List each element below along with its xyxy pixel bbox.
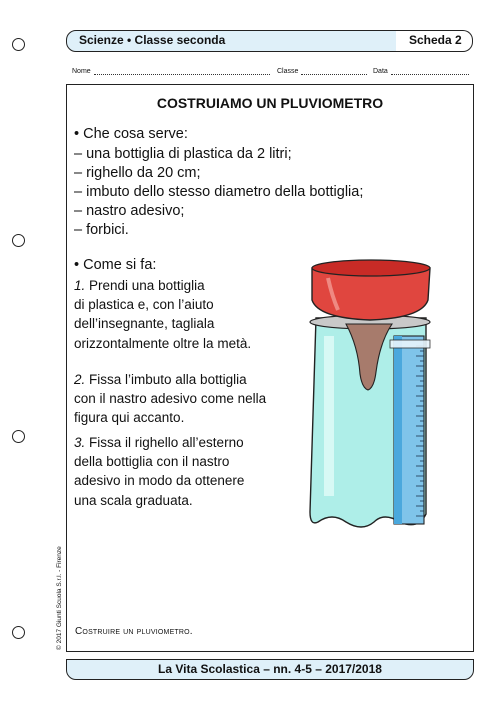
step-1-line: di plastica e, con l’aiuto [74, 297, 214, 313]
step-3 [74, 433, 244, 510]
materials-item: – una bottiglia di plastica da 2 litri; [74, 146, 292, 162]
form-classe [277, 66, 367, 75]
bottle-highlight [324, 336, 334, 496]
step-1-line: orizzontalmente oltre la metà. [74, 335, 252, 351]
form-nome [72, 66, 270, 75]
step-1-line: Prendi una bottiglia [85, 278, 205, 293]
step-1 [74, 276, 251, 353]
materials-item: – nastro adesivo; [74, 203, 185, 219]
funnel-top [312, 260, 430, 276]
form-data-label: Data [373, 68, 388, 75]
step-2-line: figura qui accanto. [74, 410, 185, 426]
step-2 [74, 370, 266, 428]
step-3-line: una scala graduata. [74, 492, 193, 508]
ruler-edge [394, 336, 402, 524]
adhesive-tape [390, 340, 430, 348]
step-1-number: 1. [74, 278, 86, 293]
header-bar [66, 30, 398, 52]
form-classe-label: Classe [277, 68, 299, 75]
step-3-line: adesivo in modo da ottenere [74, 473, 245, 489]
scheda-label: Scheda 2 [409, 33, 462, 47]
footer-text: La Vita Scolastica – nn. 4-5 – 2017/2018 [158, 662, 382, 676]
materials-item: – righello da 20 cm; [74, 165, 201, 181]
binder-hole [12, 234, 25, 247]
scheda-label-box [396, 30, 473, 52]
materials-item: – imbuto dello stesso diametro della bottiglia; [74, 184, 364, 200]
binder-hole [12, 430, 25, 443]
step-2-number: 2. [74, 372, 86, 387]
step-3-line: Fissa il righello all’esterno [85, 435, 244, 450]
form-data [373, 66, 469, 75]
form-nome-field[interactable] [94, 66, 270, 75]
illustration-caption: Costruire un pluviometro. [75, 626, 193, 637]
steps-heading: • Come si fa: [74, 257, 157, 273]
step-3-line: della bottiglia con il nastro [74, 454, 230, 470]
header-title: Scienze • Classe seconda [79, 33, 226, 47]
form-nome-label: Nome [72, 68, 91, 75]
form-data-field[interactable] [391, 66, 469, 75]
binder-hole [12, 38, 25, 51]
step-3-number: 3. [74, 435, 86, 450]
footer-bar [66, 659, 474, 680]
binder-hole [12, 626, 25, 639]
step-1-line: dell’insegnante, tagliala [74, 316, 215, 332]
materials-item: – forbici. [74, 222, 129, 238]
form-classe-field[interactable] [301, 66, 367, 75]
copyright-notice: © 2017 Giunti Scuola S.r.l. - Firenze [56, 546, 63, 650]
step-2-line: con il nastro adesivo come nella [74, 391, 267, 407]
page-title: COSTRUIAMO UN PLUVIOMETRO [156, 95, 384, 111]
materials-heading: • Che cosa serve: [74, 126, 188, 142]
rain-gauge-illustration [288, 256, 458, 536]
step-2-line: Fissa l’imbuto alla bottiglia [85, 372, 247, 387]
